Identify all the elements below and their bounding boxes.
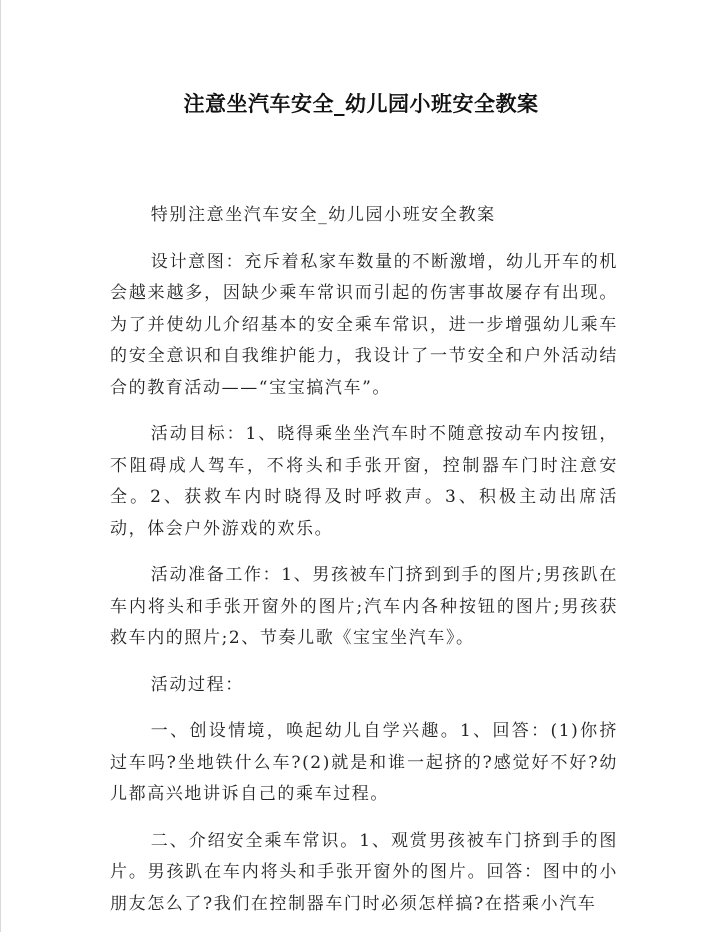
step-one-paragraph: 一、创设情境，唤起幼儿自学兴趣。1、回答：(1)你挤过车吗?坐地铁什么车?(2)就是和谁一起挤的?感觉好不好?幼儿都高兴地讲诉自己的乘车过程。 xyxy=(110,721,618,804)
subtitle-paragraph: 特别注意坐汽车安全_幼儿园小班安全教案 xyxy=(150,205,496,225)
activity-preparation-paragraph: 活动准备工作：1、男孩被车门挤到到手的图片;男孩趴在车内将头和手张开窗外的图片;汽车内各种按钮的图片;男孩获救车内的照片;2、节奏儿歌《宝宝坐汽车》。 xyxy=(110,565,618,648)
activity-process-heading: 活动过程： xyxy=(150,674,244,695)
document-body xyxy=(110,200,618,935)
document-title: 注意坐汽车安全_幼儿园小班安全教案 xyxy=(183,92,539,116)
design-intent-paragraph: 设计意图：充斥着私家车数量的不断激增，幼儿开车的机会越来越多，因缺少乘车常识而引起的伤害事故屡存有出现。为了并使幼儿介绍基本的安全乘车常识，进一步增强幼儿乘车的安全意识和自我维护能力，我设计了一节安全和户外活动结合的教育活动——“宝宝搞汽车”。 xyxy=(110,251,618,398)
step-two-paragraph: 二、介绍安全乘车常识。1、观赏男孩被车门挤到手的图片。男孩趴在车内将头和手张开窗外的图片。回答：图中的小朋友怎么了?我们在控制器车门时必须怎样搞?在搭乘小汽车 xyxy=(110,830,618,914)
activity-goals-paragraph: 活动目标：1、晓得乘坐坐汽车时不随意按动车内按钮，不阻碍成人驾车，不将头和手张开窗，控制器车门时注意安全。2、获救车内时晓得及时呼救声。3、积极主动出席活动，体会户外游戏的欢乐。 xyxy=(110,424,618,539)
